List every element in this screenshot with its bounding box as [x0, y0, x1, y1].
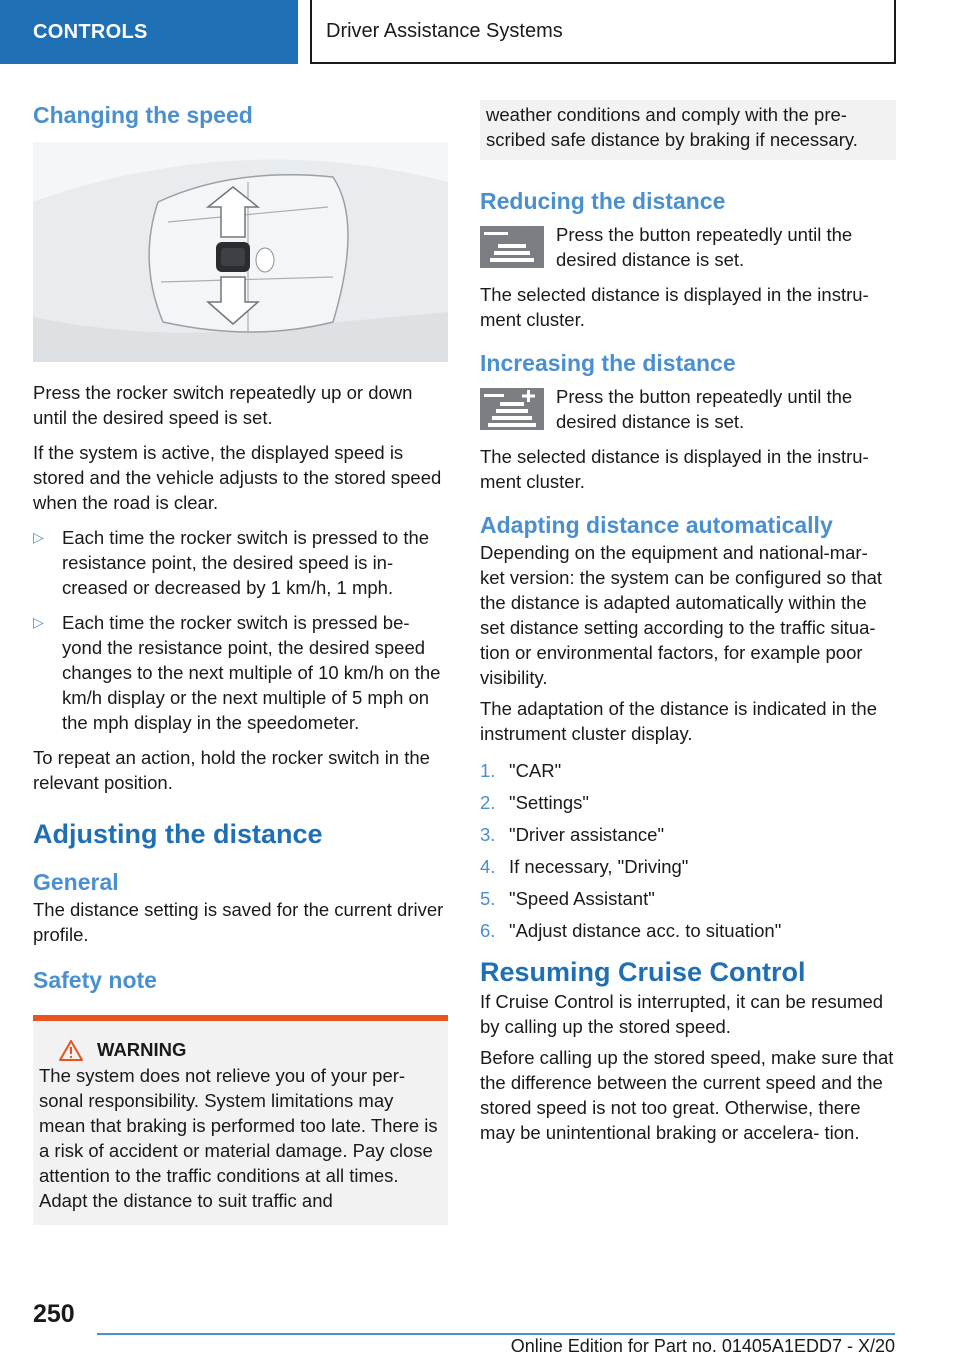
page-number: 250	[33, 1300, 75, 1328]
warning-title: WARNING	[97, 1039, 187, 1060]
list-item: 3. "Driver assistance"	[480, 824, 665, 845]
heading-increasing-distance: Increasing the distance	[480, 350, 736, 376]
list-item: 6. "Adjust distance acc. to situation"	[480, 920, 782, 941]
button-instruction: Press the button repeatedly until the desired distance is set.	[556, 224, 853, 270]
section-tab	[0, 0, 298, 64]
button-instruction: Press the button repeatedly until the desired distance is set.	[556, 386, 853, 432]
list-item: ▷ Each time the rocker switch is pressed to the resistance point, the desired speed is in‐ creased or decreased by 1 km/h, 1 mph.	[33, 525, 448, 600]
heading-adjusting-distance: Adjusting the distance	[33, 819, 323, 849]
paragraph: Press the rocker switch repeatedly up or down until the desired speed is set.	[33, 382, 413, 428]
paragraph: If the system is active, the displayed speed is stored and the vehicle adjusts to the stored speed when the road is clear.	[33, 442, 442, 513]
right-column	[480, 100, 896, 1155]
steering-wheel-controls-icon	[33, 142, 448, 362]
heading-general: General	[33, 869, 119, 895]
list-item: 5. "Speed Assistant"	[480, 888, 655, 909]
list-item: 1. "CAR"	[480, 760, 562, 781]
section-label: CONTROLS	[33, 20, 148, 43]
paragraph: If Cruise Control is interrupted, it can be resumed by calling up the stored speed.	[480, 991, 884, 1037]
chapter-title-text: Driver Assistance Systems	[326, 19, 563, 42]
footer-edition: Online Edition for Part no. 01405A1EDD7 - X/20	[510, 1336, 895, 1356]
paragraph: Depending on the equipment and national-mar‐ ket version: the system can be configured so that the distance is adapted automatically within the set distance setting according to the traffic situa‐ tion or environmental factors, for example poor visibility.	[480, 542, 883, 688]
heading-resuming-cruise-control: Resuming Cruise Control	[480, 957, 806, 987]
warning-triangle-icon	[59, 1040, 83, 1061]
paragraph: The selected distance is displayed in the instru‐ ment cluster.	[480, 446, 869, 492]
distance-decrease-button-icon	[480, 226, 544, 268]
paragraph: Before calling up the stored speed, make sure that the difference between the current speed and the stored speed is not too great. Otherwise, there may be unintentional braking or accelera‐ tion.	[480, 1047, 894, 1143]
warning-text: The system does not relieve you of your per‐ sonal responsibility. System limitations may mean that braking is performed too late. There is a risk of accident or material damage. Pay close attention to the traffic conditions at all times. Adapt the distance to suit traffic and	[39, 1065, 438, 1211]
paragraph: The adaptation of the distance is indicated in the instrument cluster display.	[480, 698, 877, 744]
steps-list	[480, 758, 896, 943]
footer-divider	[97, 1333, 895, 1335]
rocker-switch-illustration	[33, 142, 448, 362]
warning-text-continued: weather conditions and comply with the pre‐ scribed safe distance by braking if necessary.	[486, 104, 858, 150]
chapter-title	[310, 0, 896, 64]
warning-box	[33, 1015, 448, 1225]
heading-changing-speed: Changing the speed	[33, 102, 253, 128]
list-item: 4. If necessary, "Driving"	[480, 856, 689, 877]
bullet-list	[33, 525, 448, 735]
paragraph: The selected distance is displayed in the instru‐ ment cluster.	[480, 284, 869, 330]
list-item: 2. "Settings"	[480, 792, 589, 813]
warning-box-continued	[480, 100, 896, 160]
paragraph: To repeat an action, hold the rocker switch in the relevant position.	[33, 747, 430, 793]
list-item: ▷ Each time the rocker switch is pressed be‐ yond the resistance point, the desired speed changes to the next multiple of 10 km/h on the km/h display or the next multiple of 5 mph on the mph display in the speedometer.	[33, 610, 448, 735]
heading-safety-note: Safety note	[33, 967, 157, 993]
heading-reducing-distance: Reducing the distance	[480, 188, 726, 214]
paragraph: The distance setting is saved for the current driver profile.	[33, 899, 444, 945]
left-column	[33, 100, 448, 1225]
heading-adapting-distance: Adapting distance automatically	[480, 512, 833, 538]
distance-increase-button-icon	[480, 388, 544, 430]
